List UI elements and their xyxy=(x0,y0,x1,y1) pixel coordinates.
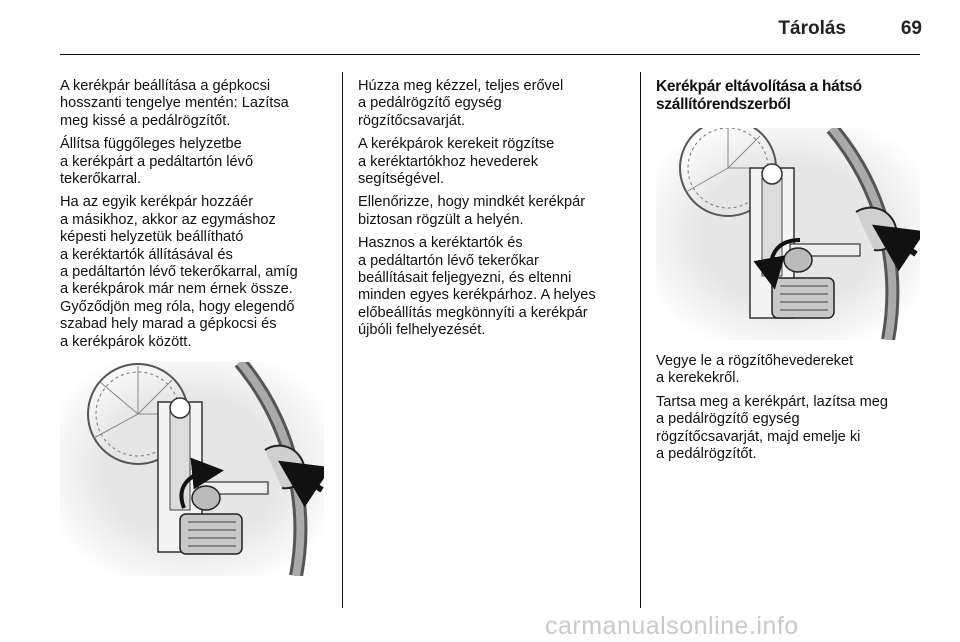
bike-pedal-holder-illustration xyxy=(60,362,324,576)
paragraph: Ellenőrizze, hogy mindkét kerékpár biztosan rögzült a helyén. xyxy=(358,194,586,228)
column-3-body xyxy=(656,353,924,469)
paragraph: Húzza meg kézzel, teljes erővel a pedálrögzítő egység rögzítőcsavarját. xyxy=(358,78,564,129)
section-title: Tárolás xyxy=(778,18,846,39)
section-heading: Kerékpár eltávolítása a hátsó szállítórendszerből xyxy=(656,78,862,113)
page-header xyxy=(0,0,960,58)
column-divider-2 xyxy=(640,72,641,608)
column-1 xyxy=(60,78,332,357)
paragraph: Állítsa függőleges helyzetbe a kerékpárt a pedáltartón lévő tekerőkarral. xyxy=(60,136,254,188)
paragraph: A kerékpárok kerekeit rögzítse a keréktartókhoz hevederek segítségével. xyxy=(358,136,555,188)
page-number: 69 xyxy=(900,18,922,39)
paragraph: Ha az egyik kerékpár hozzáér a másikhoz, akkor az egymáshoz képesti helyzetük beállítható a keréktartók állításával és a pedáltartón lévő tekerőkarral, amíg a kerékpárok már nem érnek össze. Győződjön meg róla, hogy elegendő szabad hely marad a gépkocsi és a kerékpárok között. xyxy=(60,194,298,350)
column-divider-1 xyxy=(342,72,343,608)
paragraph: Tartsa meg a kerékpárt, lazítsa meg a pedálrögzítő egység rögzítőcsavarját, majd emelje ki a pedálrögzítőt. xyxy=(656,393,888,463)
bike-removal-illustration xyxy=(656,128,920,340)
watermark: carmanualsonline.info xyxy=(545,612,799,640)
column-2 xyxy=(358,78,630,346)
header-rule xyxy=(60,54,920,55)
paragraph: Vegye le a rögzítőhevedereket a kerekekről. xyxy=(656,353,854,387)
column-3 xyxy=(656,78,924,126)
paragraph: Hasznos a keréktartók és a pedáltartón lévő tekerőkar beállításait feljegyezni, és eltenni minden egyes kerékpárhoz. A helyes előbeállítás megkönnyíti a kerékpár újbóli felhelyezését. xyxy=(358,235,596,339)
paragraph: A kerékpár beállítása a gépkocsi hosszanti tengelye mentén: Lazítsa meg kissé a pedálrögzítőt. xyxy=(60,78,289,129)
